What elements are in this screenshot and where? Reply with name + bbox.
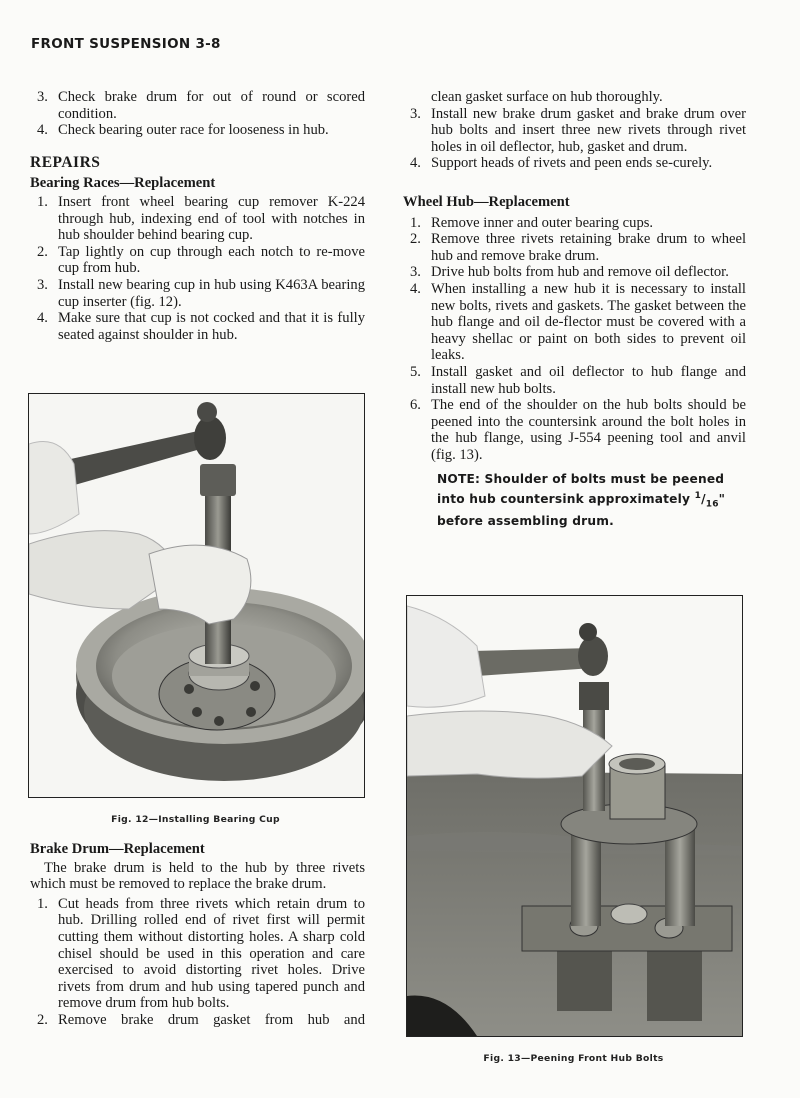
list-item: [30, 244, 365, 277]
step-text: clean gasket surface on hub thoroughly.: [431, 89, 663, 105]
step-text: When installing a new hub it is necessary to install new bolts, rivets and gaskets. The gasket between the hub flange and oil de-flector must be covered with a heavy shellac or paint on both sides to prevent oil leaks.: [431, 280, 746, 364]
left-column-bottom: [30, 841, 365, 1029]
step-text: Install new bearing cup in hub using K463A bearing cup inserter (fig. 12).: [58, 276, 365, 310]
right-column: [403, 89, 746, 530]
step-number: 4.: [37, 122, 48, 139]
step-number: 1.: [410, 214, 421, 231]
step-text: Tap lightly on cup through each notch to re-move cup from hub.: [58, 243, 365, 277]
step-text: Remove three rivets retaining brake drum to wheel hub and remove brake drum.: [431, 231, 746, 264]
step-text: Make sure that cup is not cocked and that it is fully seated against shoulder in hub.: [58, 310, 365, 343]
step-number: 1.: [37, 193, 48, 210]
list-item: [403, 281, 746, 364]
wheel-hub-heading: Wheel Hub—Replacement: [403, 193, 570, 210]
step-text: Insert front wheel bearing cup remover K-224 through hub, indexing end of tool with notches in hub shoulder behind bearing cup.: [58, 193, 365, 244]
list-item: [403, 397, 746, 463]
list-item: [30, 277, 365, 310]
repairs-heading: REPAIRS: [30, 153, 101, 171]
figure-12-caption: Fig. 12—Installing Bearing Cup: [111, 814, 280, 825]
step-number: 2.: [37, 1011, 48, 1028]
fraction-numerator: 1: [694, 491, 702, 502]
step-number: 3.: [410, 264, 421, 281]
running-head: FRONT SUSPENSION 3-8: [31, 36, 221, 52]
note-text: NOTE: Shoulder of bolts must be peened into hub countersink approximately: [437, 472, 725, 507]
brake-drum-intro: The brake drum is held to the hub by three rivets which must be removed to replace the brake drum.: [30, 859, 365, 893]
step-number: 4.: [410, 155, 421, 172]
list-item: [30, 1012, 365, 1029]
step-number: 3.: [37, 89, 48, 105]
bearing-races-heading: Bearing Races—Replacement: [30, 175, 216, 192]
list-item: [403, 155, 746, 172]
step-number: 6.: [410, 397, 421, 414]
figure-12-image: [28, 393, 365, 798]
step-text: Install new brake drum gasket and brake drum over hub bolts and insert three new rivets through rivet holes in oil deflector, hub, gasket and drum.: [431, 105, 746, 155]
step-number: 5.: [410, 363, 421, 380]
step-text: Support heads of rivets and peen ends se-curely.: [431, 155, 713, 172]
list-item: [30, 310, 365, 343]
note-text-end: " before assembling drum.: [437, 492, 726, 529]
brake-drum-steps: [30, 896, 365, 1029]
step-number: 3.: [37, 276, 48, 293]
peening-tool-illustration: [407, 596, 742, 1036]
step-text: Remove inner and outer bearing cups.: [431, 214, 654, 231]
step-text: Install gasket and oil deflector to hub flange and install new hub bolts.: [431, 363, 746, 397]
step-number: 1.: [37, 895, 48, 912]
brake-drum-heading: Brake Drum—Replacement: [30, 841, 205, 857]
step-text: Remove brake drum gasket from hub and: [58, 1011, 365, 1028]
step-number: 2.: [410, 231, 421, 248]
bearing-cup-illustration: [29, 394, 364, 797]
list-item: [403, 364, 746, 397]
wheel-hub-steps: [403, 215, 746, 464]
intro-steps: [30, 89, 365, 139]
list-item: [30, 122, 365, 139]
continued-steps: [403, 89, 746, 172]
step-text: Check brake drum for out of round or scored condition.: [58, 89, 365, 122]
list-item: [30, 896, 365, 1012]
note-box: NOTE: Shoulder of bolts must be peened into hub countersink approximately $^1/_{16}$" before assembling drum.: [437, 472, 726, 529]
fraction-denominator: 16: [705, 499, 719, 510]
step-text: Drive hub bolts from hub and remove oil deflector.: [431, 264, 729, 281]
step-number: 2.: [37, 243, 48, 260]
list-item: [30, 89, 365, 122]
left-column-top: [30, 89, 365, 343]
step-text: Check bearing outer race for looseness in hub.: [58, 122, 329, 139]
list-item: [30, 194, 365, 244]
step-number: 4.: [37, 310, 48, 327]
list-item: [403, 264, 746, 281]
figure-13-image: [406, 595, 743, 1037]
bearing-races-steps: [30, 194, 365, 343]
step-number: 4.: [410, 280, 421, 297]
continued-text: [403, 89, 746, 106]
step-text: The end of the shoulder on the hub bolts should be peened into the countersink around the bolt holes in the hub flange, using J-554 peening tool and anvil (fig. 13).: [431, 397, 746, 463]
list-item: [403, 215, 746, 232]
list-item: [403, 106, 746, 156]
figure-13-caption: Fig. 13—Peening Front Hub Bolts: [483, 1053, 664, 1064]
step-text: Cut heads from three rivets which retain drum to hub. Drilling rolled end of rivet first will permit cutting them without distorting holes. A sharp cold chisel should be used in this operation and care exercised to avoid distorting rivet holes. Drive rivets from drum and hub using tapered punch and remove drum from hub bolts.: [58, 895, 365, 1012]
list-item: [403, 231, 746, 264]
step-number: 3.: [410, 105, 421, 122]
